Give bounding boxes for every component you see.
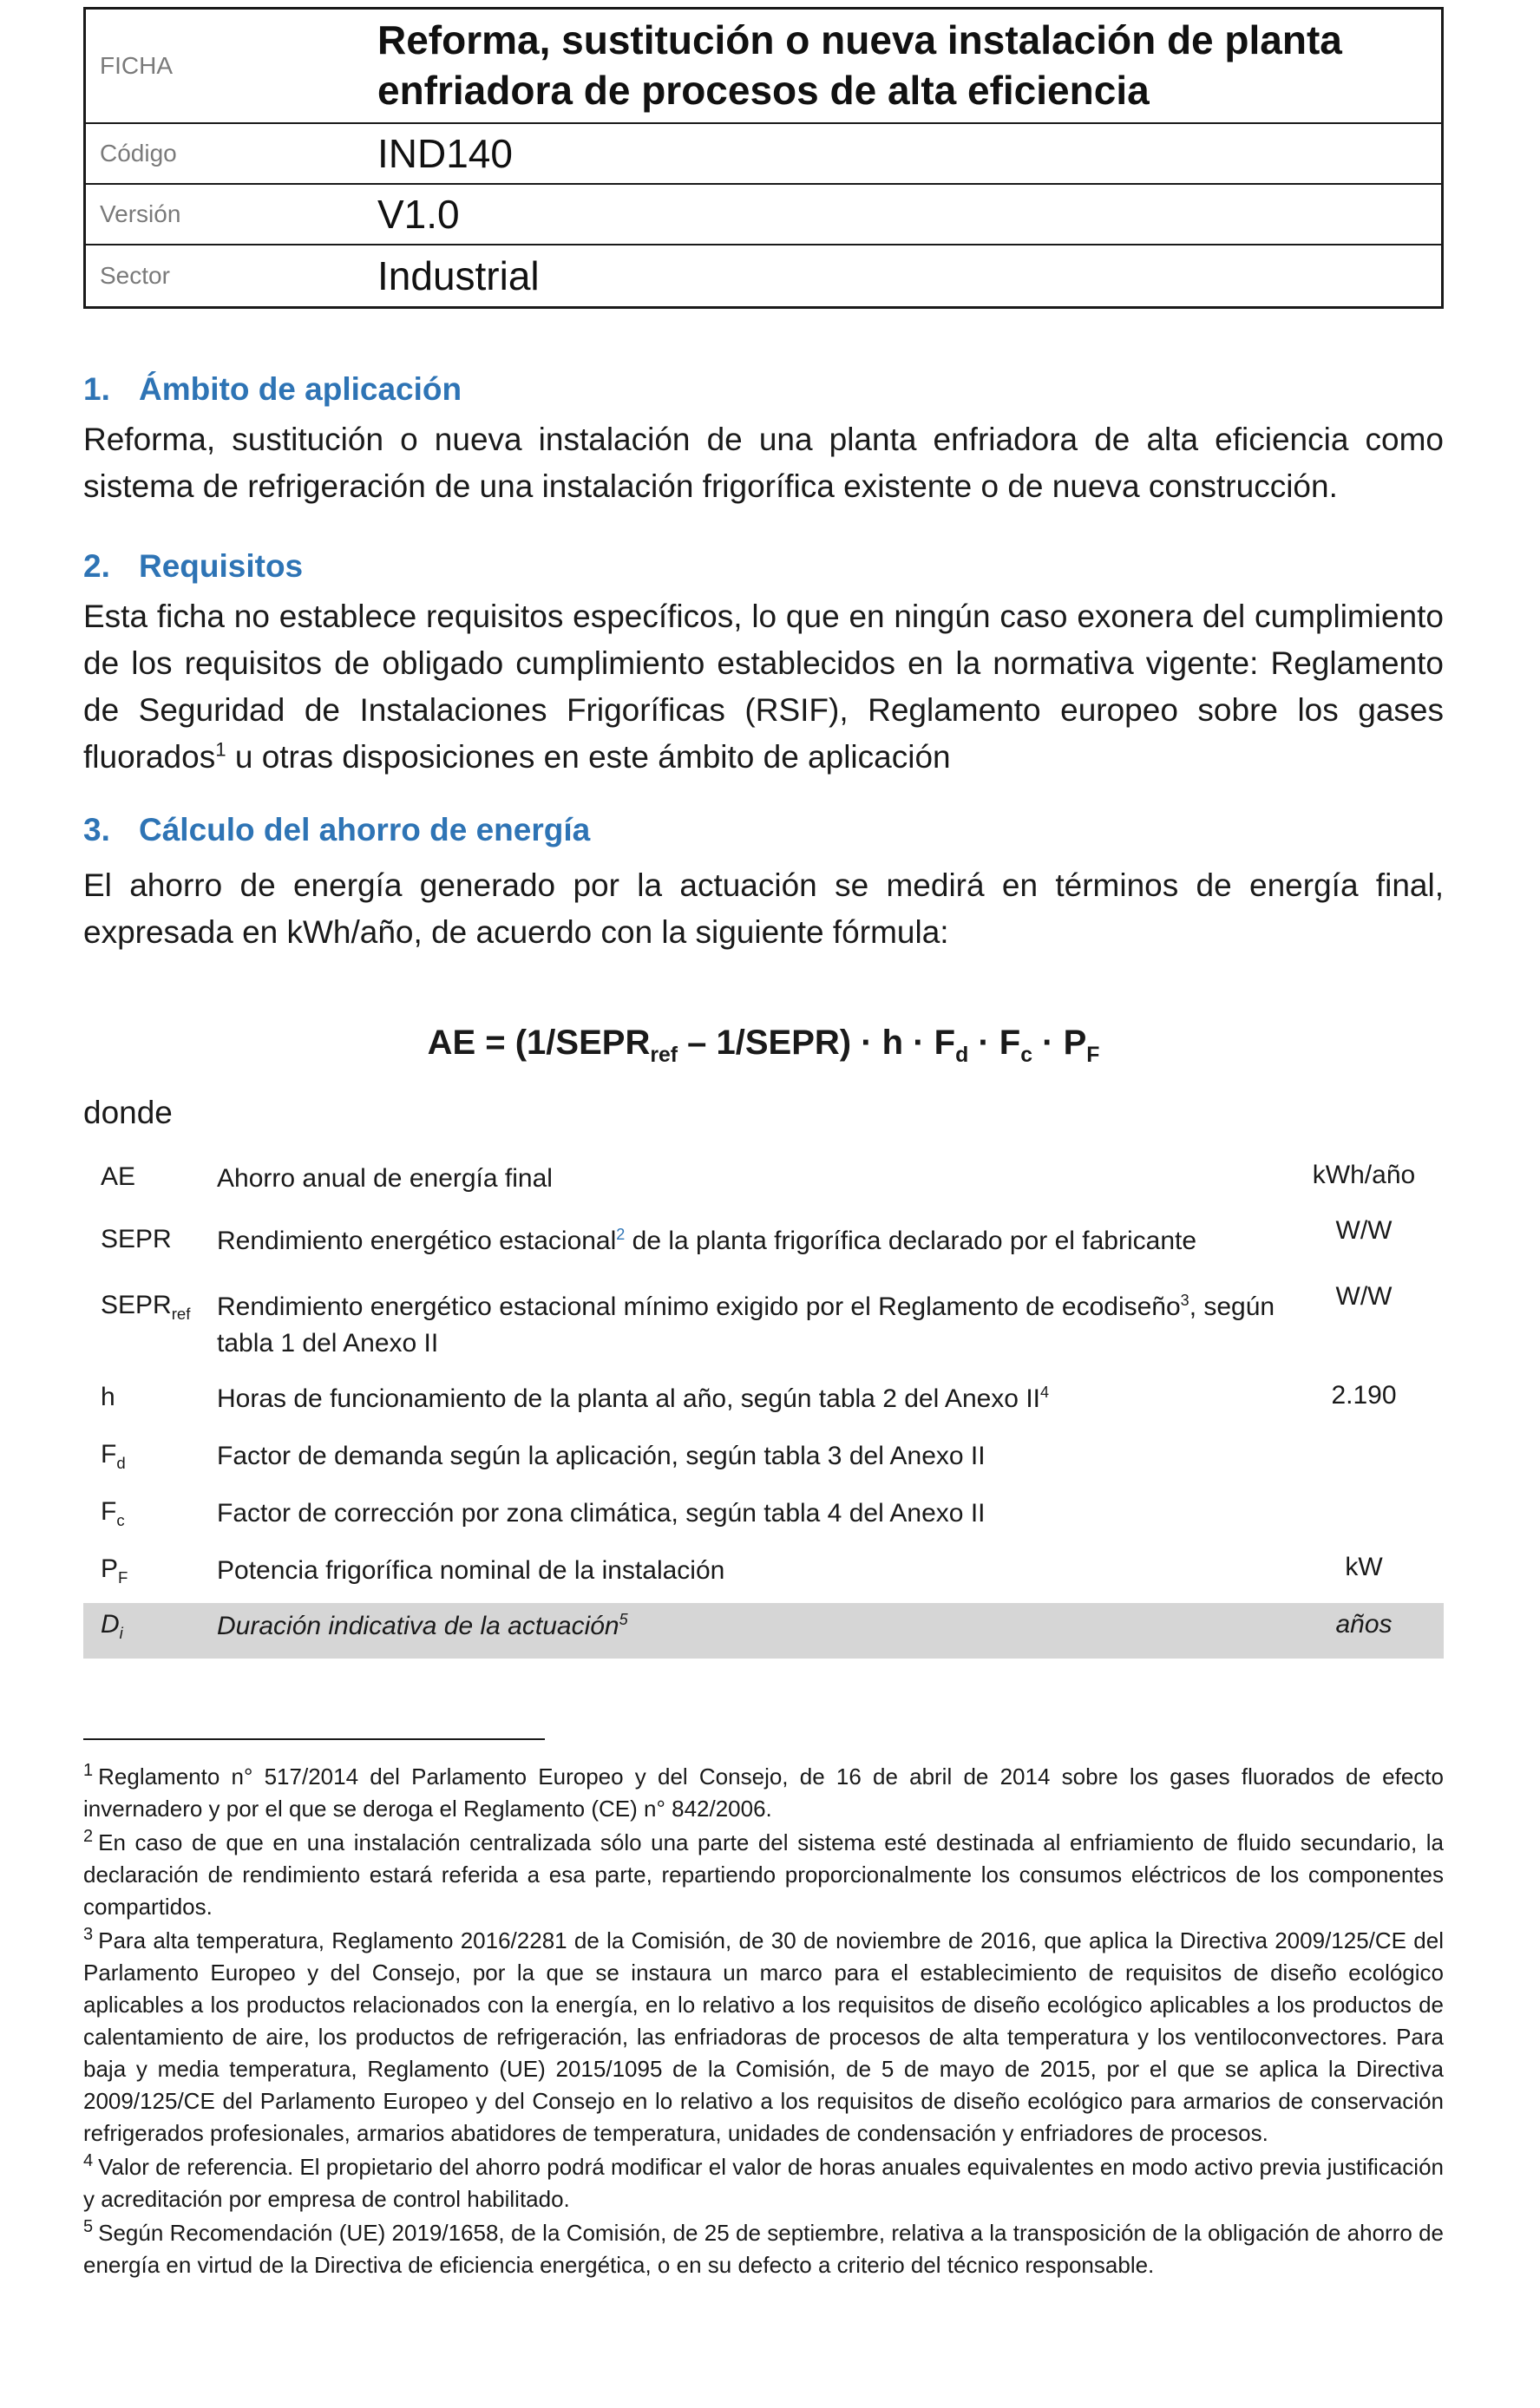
version-row	[85, 184, 1443, 245]
variable-description-text: Factor de demanda según la aplicación, según tabla 3 del Anexo II	[217, 1442, 986, 1470]
variable-unit: años	[1284, 1603, 1444, 1659]
footnote-ref-1[interactable]: 1	[215, 738, 226, 761]
variable-description-rest: de la planta frigorífica declarado por el fabricante	[625, 1227, 1197, 1255]
variable-unit	[1284, 1431, 1444, 1489]
formula-sub-ref: ref	[650, 1044, 678, 1067]
codigo-value: IND140	[377, 131, 513, 176]
footnote-5	[83, 2217, 1444, 2281]
variable-description-text: Duración indicativa de la actuación	[217, 1612, 619, 1640]
energy-savings-formula	[83, 1024, 1444, 1068]
variable-symbol	[83, 1374, 217, 1431]
section-3-heading	[83, 812, 590, 848]
variable-description-text: Ahorro anual de energía final	[217, 1164, 553, 1193]
section-1-heading	[83, 371, 462, 408]
variable-symbol-text: F	[101, 1440, 117, 1469]
variable-symbol	[83, 1282, 217, 1374]
variable-unit: kWh/año	[1312, 1161, 1416, 1189]
footnote-text: En caso de que en una instalación centralizada sólo una parte del sistema esté destinada al enfriamiento de fluido secundario, la declaración de rendimiento estará referida a esa parte, repartiendo proporcionalmente los consumos eléctricos de los componentes compartidos.	[83, 1829, 1444, 1920]
sector-label: Sector	[100, 261, 170, 289]
variable-symbol-subscript: F	[118, 1568, 128, 1587]
variable-description	[217, 1216, 1284, 1282]
donde-label: donde	[83, 1095, 173, 1130]
variable-description	[217, 1603, 1284, 1659]
variable-symbol-text: SEPR	[101, 1291, 172, 1319]
section-2-text	[83, 593, 1444, 781]
variable-unit: 2.190	[1331, 1381, 1397, 1410]
variable-unit: W/W	[1335, 1216, 1393, 1245]
variable-description	[217, 1282, 1284, 1374]
version-label: Versión	[100, 200, 181, 227]
variable-symbol-subscript: i	[119, 1624, 123, 1642]
section-1-number: 1.	[83, 371, 110, 407]
variable-symbol-subscript: ref	[171, 1305, 191, 1323]
footnote-ref-3[interactable]: 3	[1180, 1292, 1189, 1309]
variable-description	[217, 1431, 1284, 1489]
section-2-text-main: Esta ficha no establece requisitos específicos, lo que en ningún caso exonera del cumplimiento de los requisitos de obligado cumplimiento establecidos en la normativa vigente: Reglamento de Seguridad de Instalaciones Frigoríficas (RSIF), Reglamento europeo sobre los gases fluorados	[83, 599, 1444, 775]
codigo-row	[85, 123, 1443, 184]
section-2-heading	[83, 548, 303, 585]
section-3-number: 3.	[83, 812, 110, 847]
footnote-ref-4[interactable]: 4	[1040, 1384, 1050, 1401]
variable-unit	[1284, 1489, 1444, 1546]
variable-symbol	[83, 1154, 217, 1216]
variable-symbol-text: SEPR	[101, 1225, 172, 1253]
ficha-table	[83, 7, 1444, 309]
footnote-ref-5[interactable]: 5	[619, 1611, 628, 1628]
variable-unit: kW	[1345, 1553, 1383, 1581]
variable-symbol	[83, 1489, 217, 1546]
variable-description-text: Rendimiento energético estacional mínimo exigido por el Reglamento de ecodiseño	[217, 1292, 1181, 1321]
variable-symbol-text: F	[101, 1497, 117, 1526]
footnote-separator	[83, 1738, 545, 1740]
section-2-number: 2.	[83, 548, 110, 584]
ficha-label: FICHA	[100, 52, 173, 79]
ficha-title: Reforma, sustitución o nueva instalación de planta enfriadora de procesos de alta eficiencia	[377, 17, 1342, 113]
footnotes	[83, 1761, 1444, 2283]
formula-sub-f: F	[1086, 1044, 1100, 1067]
section-2-title: Requisitos	[139, 548, 304, 584]
variable-symbol-text: h	[101, 1383, 115, 1411]
codigo-label: Código	[100, 140, 177, 167]
variable-row	[83, 1154, 1444, 1216]
footnote-number: 4	[83, 2151, 94, 2171]
section-1-text: Reforma, sustitución o nueva instalación de una planta enfriadora de alta eficiencia como sistema de refrigeración de una instalación frigorífica existente o de nueva construcción.	[83, 422, 1444, 504]
variable-row	[83, 1489, 1444, 1546]
variable-description	[217, 1374, 1284, 1431]
variable-symbol-subscript: d	[116, 1454, 126, 1472]
variable-description-text: Factor de corrección por zona climática, según tabla 4 del Anexo II	[217, 1499, 986, 1528]
footnote-text: Valor de referencia. El propietario del ahorro podrá modificar el valor de horas anuales equivalentes en modo activo previa justificación y acreditación por empresa de control habilitado.	[83, 2154, 1444, 2212]
footnote-2	[83, 1827, 1444, 1923]
footnote-number: 5	[83, 2217, 94, 2237]
variable-row	[83, 1546, 1444, 1603]
footnote-number: 3	[83, 1925, 94, 1945]
section-2-text-after: u otras disposiciones en este ámbito de aplicación	[226, 739, 951, 775]
variable-row	[83, 1282, 1444, 1374]
footnote-text: Para alta temperatura, Reglamento 2016/2281 de la Comisión, de 30 de noviembre de 2016, que aplica la Directiva 2009/125/CE del Parlamento Europeo y del Consejo, por la que se instaura un marco para el establecimiento de requisitos de diseño ecológico aplicables a los productos relacionados con la energía, en lo relativo a los requisitos de diseño ecológico aplicables a los productos de calentamiento de aire, los productos de refrigeración, las enfriadoras de procesos de alta temperatura y los ventiloconvectores. Para baja y media temperatura, Reglamento (UE) 2015/1095 de la Comisión, de 5 de mayo de 2015, por el que se aplica la Directiva 2009/125/CE del Parlamento Europeo y del Consejo en lo relativo a los requisitos de diseño ecológico para armarios de conservación refrigerados profesionales, armarios abatidores de temperatura, unidades de condensación y enfriadores de procesos.	[83, 1927, 1444, 2146]
footnote-text: Según Recomendación (UE) 2019/1658, de la Comisión, de 25 de septiembre, relativa a la transposición de la obligación de ahorro de energía en virtud de la Directiva de eficiencia energética, o en su defecto a criterio del técnico responsable.	[83, 2220, 1444, 2278]
footnote-3	[83, 1925, 1444, 2150]
variable-symbol	[83, 1603, 217, 1659]
variable-description-text: Rendimiento energético estacional	[217, 1227, 617, 1255]
variable-unit: W/W	[1335, 1282, 1393, 1311]
section-1-title: Ámbito de aplicación	[139, 371, 462, 407]
footnote-text: Reglamento n° 517/2014 del Parlamento Europeo y del Consejo, de 16 de abril de 2014 sobre los gases fluorados de efecto invernadero y por el que se deroga el Reglamento (CE) n° 842/2006.	[83, 1763, 1444, 1822]
formula-part-1: AE = (1/SEPR	[427, 1024, 651, 1062]
variable-row	[83, 1431, 1444, 1489]
footnote-1	[83, 1761, 1444, 1825]
variable-row	[83, 1374, 1444, 1431]
sector-row	[85, 245, 1443, 307]
formula-sub-c: c	[1020, 1044, 1033, 1067]
variable-description-rest: , según tabla 1 del Anexo II	[217, 1292, 1275, 1358]
variable-symbol-subscript: c	[116, 1511, 125, 1529]
footnote-ref-2[interactable]: 2	[616, 1226, 626, 1243]
section-3-title: Cálculo del ahorro de energía	[139, 812, 591, 847]
variable-description-text: Horas de funcionamiento de la planta al año, según tabla 2 del Anexo II	[217, 1384, 1040, 1413]
footnote-number: 2	[83, 1827, 94, 1847]
variable-symbol-text: P	[101, 1554, 119, 1583]
ficha-row	[85, 9, 1443, 124]
variable-symbol	[83, 1431, 217, 1489]
variable-description	[217, 1154, 1284, 1216]
variable-row	[83, 1216, 1444, 1282]
formula-sub-d: d	[955, 1044, 969, 1067]
variable-symbol	[83, 1546, 217, 1603]
sector-value: Industrial	[377, 252, 540, 298]
formula-part-3: · F	[968, 1024, 1021, 1062]
footnote-4	[83, 2151, 1444, 2215]
formula-part-4: · P	[1032, 1024, 1087, 1062]
variable-symbol-text: AE	[101, 1162, 136, 1191]
variable-description-text: Potencia frigorífica nominal de la instalación	[217, 1556, 725, 1585]
variable-description	[217, 1546, 1284, 1603]
formula-part-2: – 1/SEPR) · h · F	[678, 1024, 956, 1062]
footnote-number: 1	[83, 1761, 94, 1781]
section-3-text: El ahorro de energía generado por la actuación se medirá en términos de energía final, expresada en kWh/año, de acuerdo con la siguiente fórmula:	[83, 867, 1444, 950]
variable-symbol-text: D	[101, 1610, 120, 1639]
variables-table	[83, 1154, 1444, 1659]
version-value: V1.0	[377, 192, 460, 237]
variable-row	[83, 1603, 1444, 1659]
variable-symbol	[83, 1216, 217, 1282]
variable-description	[217, 1489, 1284, 1546]
